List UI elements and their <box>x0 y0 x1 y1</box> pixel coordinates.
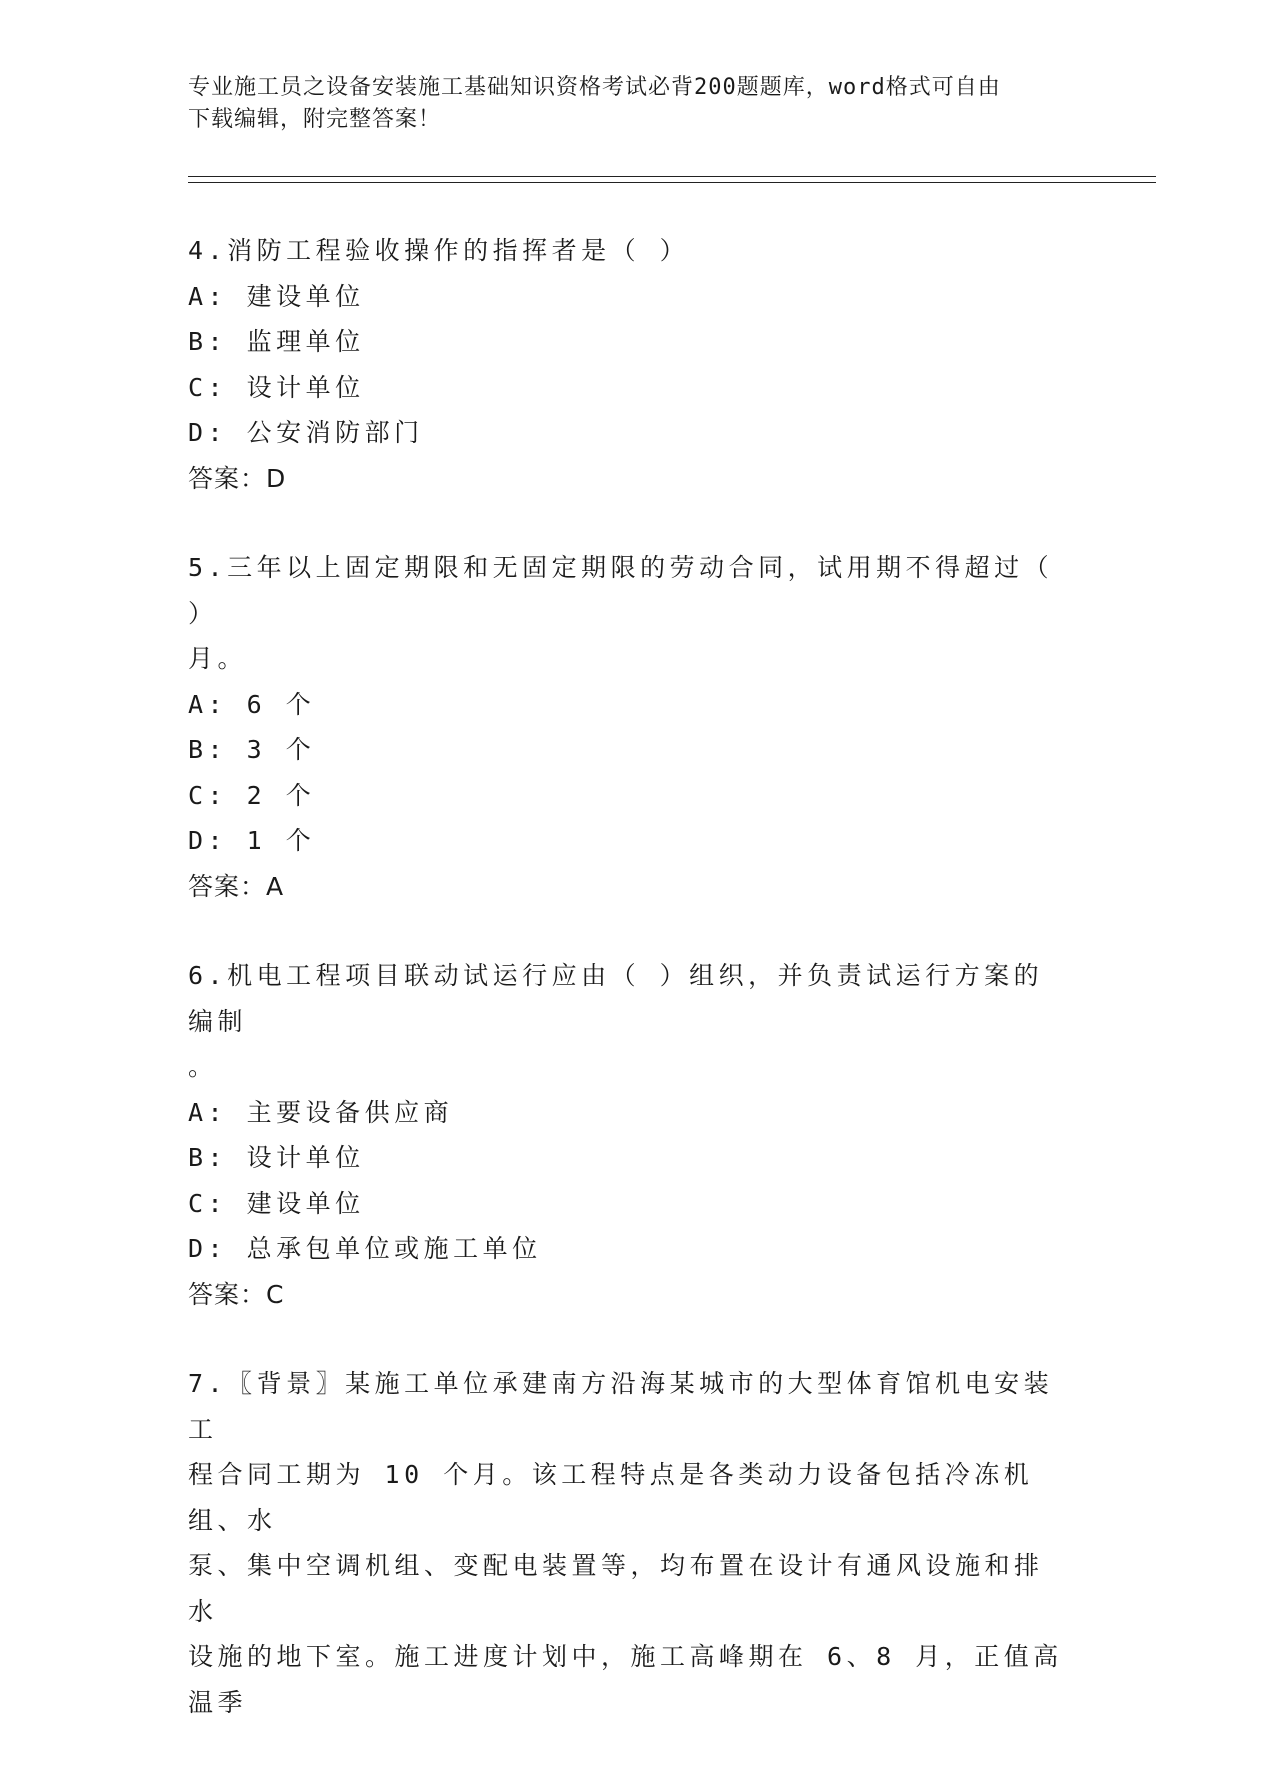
option-c: C: 设计单位 <box>188 372 365 402</box>
question-stem-continued: 。 <box>188 1052 218 1081</box>
question-5 <box>188 545 1073 909</box>
document-title-line-2: 下载编辑，附完整答案！ <box>188 107 442 132</box>
option-b: B: 监理单位 <box>188 327 365 356</box>
option-c: C: 建设单位 <box>188 1188 365 1218</box>
option-d: D: 1 个 <box>188 826 316 855</box>
question-6 <box>188 953 1068 1317</box>
answer-label: 答案：D <box>188 463 287 493</box>
question-stem: 6.机电工程项目联动试运行应由（ ）组织，并负责试运行方案的编制 <box>188 961 1044 1036</box>
option-d: D: 公安消防部门 <box>188 418 424 447</box>
question-stem-continued: 泵、集中空调机组、变配电装置等，均布置在设计有通风设施和排水 <box>188 1551 1044 1626</box>
answer-label: 答案：A <box>188 871 285 901</box>
option-a: A: 建设单位 <box>188 281 365 311</box>
option-a: A: 6 个 <box>188 689 316 719</box>
option-a: A: 主要设备供应商 <box>188 1097 454 1127</box>
question-stem: 4.消防工程验收操作的指挥者是（ ） <box>188 236 690 265</box>
question-stem: 5.三年以上固定期限和无固定期限的劳动合同，试用期不得超过（ ） <box>188 553 1073 628</box>
question-stem-continued: 程合同工期为 10 个月。该工程特点是各类动力设备包括冷冻机组、水 <box>188 1460 1034 1535</box>
answer-label: 答案：C <box>188 1279 285 1309</box>
option-b: B: 设计单位 <box>188 1143 365 1172</box>
question-4 <box>188 228 1068 501</box>
option-c: C: 2 个 <box>188 780 316 810</box>
header-divider <box>188 176 1156 183</box>
option-b: B: 3 个 <box>188 735 316 764</box>
question-list <box>188 228 1073 1725</box>
document-title-line-1: 专业施工员之设备安装施工基础知识资格考试必背200题题库，word格式可自由 <box>188 75 1001 100</box>
question-stem-continued: 月。 <box>188 644 248 673</box>
question-7 <box>188 1361 1068 1725</box>
option-d: D: 总承包单位或施工单位 <box>188 1234 542 1263</box>
question-stem: 7.〖背景〗某施工单位承建南方沿海某城市的大型体育馆机电安装工 <box>188 1369 1054 1444</box>
document-page <box>188 72 1073 1769</box>
question-stem-continued: 设施的地下室。施工进度计划中，施工高峰期在 6、8 月，正值高温季 <box>188 1642 1063 1717</box>
